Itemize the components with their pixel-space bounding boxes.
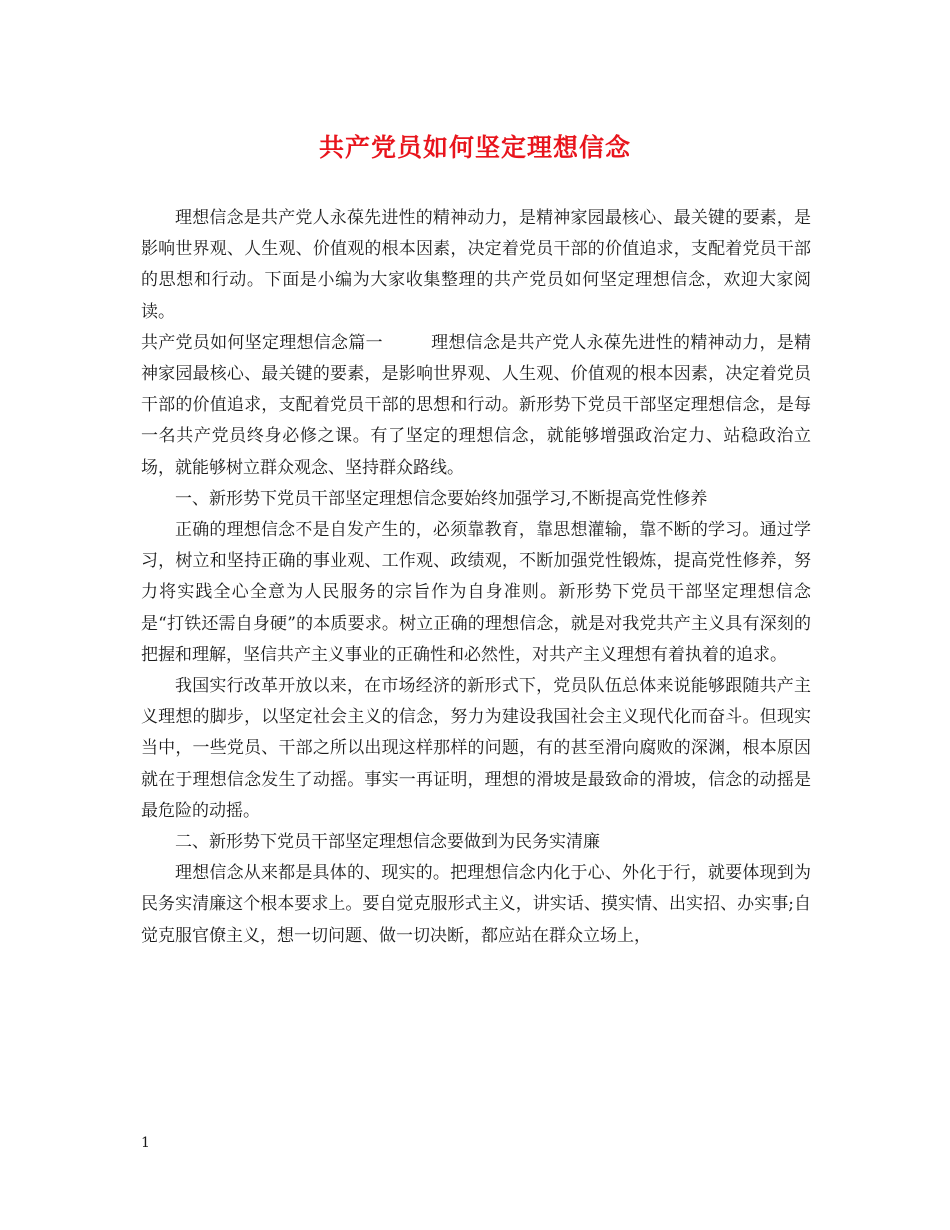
section-heading-2: 二、新形势下党员干部坚定理想信念要做到为民务实清廉 [175, 832, 600, 853]
intro-paragraph: 理想信念是共产党人永葆先进性的精神动力，是精神家园最核心、最关键的要素，是影响世界观、人生观、价值观的根本因素，决定着党员干部的价值追求，支配着党员干部的思想和行动。下面是小编为大家收集整理的共产党员如何坚定理想信念，欢迎大家阅读。 [141, 208, 811, 322]
page-number: 1 [141, 1135, 150, 1151]
section-heading-1: 一、新形势下党员干部坚定理想信念要始终加强学习,不断提高党性修养 [175, 488, 708, 509]
body-paragraph-1: 正确的理想信念不是自发产生的，必须靠教育，靠思想灌输，靠不断的学习。通过学习，树立和坚持正确的事业观、工作观、政绩观，不断加强党性锻炼，提高党性修养，努力将实践全心全意为人民服务的宗旨作为自身准则。新形势下党员干部坚定理想信念是“打铁还需自身硬”的本质要求。树立正确的理想信念，就是对我党共产主义具有深刻的把握和理解，坚信共产主义事业的正确性和必然性，对共产主义理想有着执着的追求。 [141, 520, 811, 665]
body-paragraph-2: 我国实行改革开放以来，在市场经济的新形式下，党员队伍总体来说能够跟随共产主义理想的脚步，以坚定社会主义的信念，努力为建设我国社会主义现代化而奋斗。但现实当中，一些党员、干部之所以出现这样那样的问题，有的甚至滑向腐败的深渊，根本原因就在于理想信念发生了动摇。事实一再证明，理想的滑坡是最致命的滑坡，信念的动摇是最危险的动摇。 [141, 676, 811, 821]
document-body [141, 203, 811, 952]
body-paragraph-3: 理想信念从来都是具体的、现实的。把理想信念内化于心、外化于行，就要体现到为民务实清廉这个根本要求上。要自觉克服形式主义，讲实话、摸实情、出实招、办实事;自觉克服官僚主义，想一切问题、做一切决断，都应站在群众立场上， [141, 863, 811, 946]
document-title: 共产党员如何坚定理想信念 [318, 133, 631, 162]
chapter-text: 理想信念是共产党人永葆先进性的精神动力，是精神家园最核心、最关键的要素，是影响世界观、人生观、价值观的根本因素，决定着党员干部的价值追求，支配着党员干部的思想和行动。新形势下党员干部坚定理想信念，是每一名共产党员终身必修之课。有了坚定的理想信念，就能够增强政治定力、站稳政治立场，就能够树立群众观念、坚持群众路线。 [141, 332, 812, 478]
chapter-paragraph [141, 328, 811, 484]
chapter-label: 共产党员如何坚定理想信念篇一 [141, 332, 383, 353]
